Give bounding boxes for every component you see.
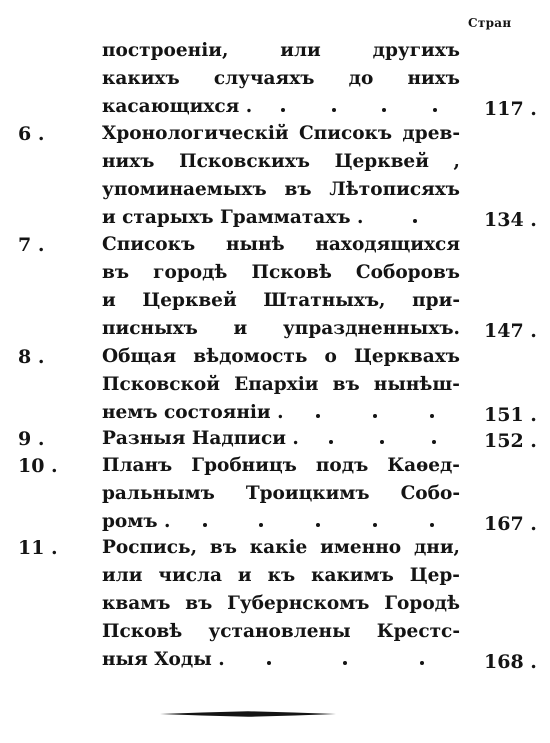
entry-number: 10 . [18,455,58,477]
entry-page-number: 152 . [484,430,537,452]
leader-dot [259,523,263,527]
entry-text-line: ныя Ходы . [102,649,225,670]
leader-dot [329,440,333,444]
entry-text-line: какихъ случаяхъ до нихъ [102,68,460,89]
leader-dot [373,414,377,418]
entry-text-line: нихъ Псковскихъ Церквей , [102,151,460,172]
entry-text-line: Списокъ нынѣ находящихся [102,234,460,255]
leader-dot [413,219,417,223]
dot-leader [299,440,460,444]
entry-text-line: и Церквей Штатныхъ, при- [102,290,460,311]
entry-number: 8 . [18,346,45,368]
entry-last-line [102,92,460,122]
page-column-header: Cтран [468,16,512,30]
entry-page-number: 168 . [484,651,537,673]
entry-text-line: ромъ . [102,511,171,532]
entry-text-line: или числа и къ какимъ Цер- [102,565,460,586]
entry-number: 7 . [18,234,45,256]
entry-text-line: построенiи, или другихъ [102,40,460,61]
entry-page-number: 134 . [484,209,537,231]
entry-number: 9 . [18,428,45,450]
leader-dot [203,523,207,527]
entry-text-line: Общая вѣдомость о Церквахъ [102,346,460,367]
decorative-rule [160,710,336,718]
leader-dot [430,523,434,527]
leader-dot [430,414,434,418]
leader-dot [433,108,437,112]
dot-leader [363,219,460,223]
leader-dot [382,108,386,112]
entry-text-line: Разныя Надписи . [102,428,299,449]
entry-text-line: Псковѣ установлены Крестс- [102,621,460,642]
entry-page-number: 117 . [484,98,537,120]
entry-last-line [102,645,460,675]
entry-text-line: Планъ Гробницъ подъ Каѳед- [102,455,460,476]
leader-dot [373,523,377,527]
entry-last-line [102,203,460,233]
leader-dot [343,661,347,665]
leader-dot [420,661,424,665]
entry-number: 11 . [18,537,58,559]
dot-leader [225,661,460,665]
entry-text-line: квамъ въ Губернскомъ Городѣ [102,593,460,614]
leader-dot [267,661,271,665]
entry-text-line: писныхъ и упраздненныхъ. [102,318,460,339]
entry-text-line: и старыхъ Грамматахъ . [102,207,364,228]
entry-text-line: Псковской Епархiи въ нынѣш- [102,374,460,395]
leader-dot [332,108,336,112]
entry-text-line: Хронологическiй Списокъ древ- [102,123,460,144]
entry-text-line: въ городѣ Псковѣ Соборовъ [102,262,460,283]
leader-dot [316,414,320,418]
dot-leader [170,523,460,527]
entry-text-line: упоминаемыхъ въ Лѣтописяхъ [102,179,460,200]
entry-number: 6 . [18,123,45,145]
leader-dot [281,108,285,112]
leader-dot [380,440,384,444]
entry-text-line: касающихся . [102,96,253,117]
dot-leader [252,108,460,112]
leader-dot [316,523,320,527]
leader-dot [432,440,436,444]
entry-last-line [102,424,460,454]
entry-page-number: 167 . [484,513,537,535]
entry-text-line: Роспись, въ какiе именно дни, [102,537,460,558]
entry-text-line: ральнымъ Троицкимъ Собо- [102,483,460,504]
entry-page-number: 147 . [484,320,537,342]
entry-text-line: немъ состоянiи . [102,402,284,423]
dot-leader [284,414,460,418]
entry-page-number: 151 . [484,404,537,426]
